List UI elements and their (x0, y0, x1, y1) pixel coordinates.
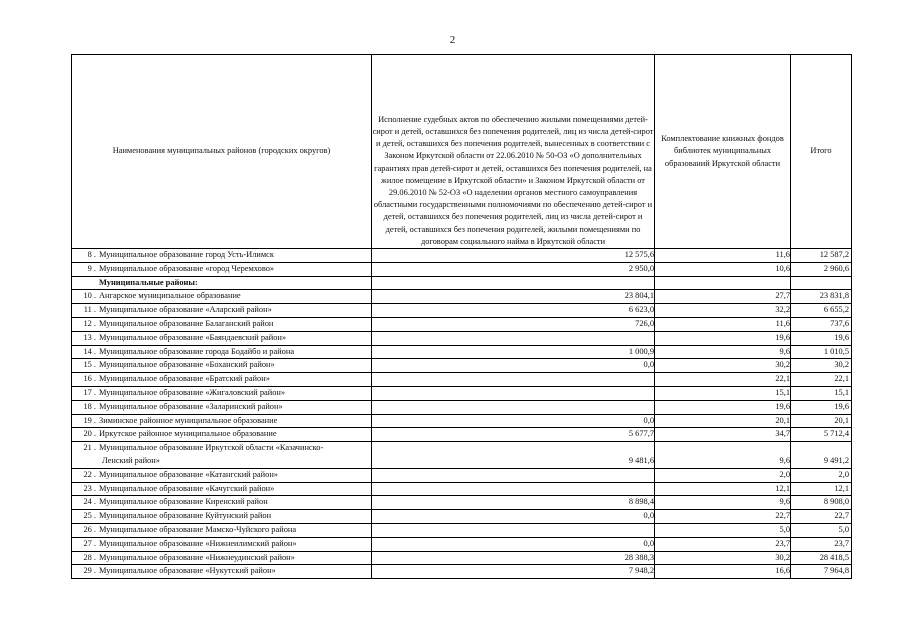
table-row (72, 331, 852, 345)
header-library-funds: Комплектование книжных фондов библиотек муниципальных образований Иркутской области (655, 55, 791, 249)
district-name-continued: Ленский район» (102, 455, 160, 465)
row-number: 24 . (83, 497, 96, 507)
court-acts-value: 0,0 (372, 359, 655, 373)
header-total: Итого (791, 55, 852, 249)
district-name: Муниципальные районы: (99, 277, 198, 287)
total-value: 2 960,6 (791, 262, 852, 276)
table-row (72, 510, 852, 524)
row-number: 13 . (83, 332, 96, 342)
district-name-cell (72, 373, 372, 387)
table-row (72, 551, 852, 565)
total-value: 22,1 (791, 373, 852, 387)
district-name-cell (72, 468, 372, 482)
court-acts-value: 7 948,2 (372, 565, 655, 579)
row-number: 10 . (83, 291, 96, 301)
district-name-cell (72, 276, 372, 290)
district-name-cell (72, 442, 372, 469)
row-number: 20 . (83, 429, 96, 439)
total-value: 9 491,2 (791, 442, 852, 469)
library-funds-value: 19,6 (655, 400, 791, 414)
court-acts-value (372, 276, 655, 290)
library-funds-value: 11,6 (655, 317, 791, 331)
court-acts-value: 0,0 (372, 537, 655, 551)
court-acts-value: 5 677,7 (372, 428, 655, 442)
library-funds-value: 9,6 (655, 345, 791, 359)
table-row (72, 496, 852, 510)
district-name: Муниципальное образование «Качугский район» (99, 483, 275, 493)
district-name-cell (72, 428, 372, 442)
total-value: 12,1 (791, 482, 852, 496)
table-row (72, 304, 852, 318)
court-acts-value: 1 000,9 (372, 345, 655, 359)
court-acts-value: 9 481,6 (372, 442, 655, 469)
row-number: 23 . (83, 483, 96, 493)
budget-table (71, 54, 852, 579)
district-name: Муниципальное образование «Жигаловский район» (99, 387, 286, 397)
total-value: 1 010,5 (791, 345, 852, 359)
total-value: 7 964,8 (791, 565, 852, 579)
court-acts-value (372, 523, 655, 537)
court-acts-value: 28 388,3 (372, 551, 655, 565)
row-number: 28 . (83, 552, 96, 562)
row-number: 19 . (83, 415, 96, 425)
district-name: Муниципальное образование «Катангский район» (99, 469, 278, 479)
district-name: Муниципальное образование «Нукутский район» (99, 566, 276, 576)
court-acts-value: 8 898,4 (372, 496, 655, 510)
total-value: 19,6 (791, 400, 852, 414)
district-name: Муниципальное образование Иркутской области «Казачинско- (99, 443, 324, 453)
total-value: 23,7 (791, 537, 852, 551)
total-value: 5,0 (791, 523, 852, 537)
library-funds-value: 12,1 (655, 482, 791, 496)
district-name-cell (72, 386, 372, 400)
total-value: 2,0 (791, 468, 852, 482)
district-name-cell (72, 304, 372, 318)
row-number: 18 . (83, 401, 96, 411)
table-row (72, 373, 852, 387)
court-acts-value: 12 575,6 (372, 249, 655, 263)
court-acts-value: 0,0 (372, 414, 655, 428)
total-value: 23 831,8 (791, 290, 852, 304)
header-court-acts: Исполнение судебных актов по обеспечению жилыми помещениями детей-сирот и детей, оставшихся без попечения родителей, лиц из числа детей-сирот и детей, оставшихся без попечения родителей, вынесенных в соответствии с Законом Иркутской области от 22.06.2010 № 50-ОЗ «О дополнительных гарантиях прав детей-сирот и детей, оставшихся без попечения родителей, на жилое помещение в Иркутской области» и Законом Иркутской области от 29.06.2010 № 52-ОЗ «О наделении органов местного самоуправления областными государственными полномочиями по обеспечению детей-сирот и детей, оставшихся без попечения родителей, лиц из числа детей-сирот и детей, оставшихся без попечения родителей, жилыми помещениями по договорам социального найма в Иркутской области (372, 55, 655, 249)
district-name: Муниципальное образование «Заларинский район» (99, 401, 283, 411)
table-row (72, 249, 852, 263)
court-acts-value: 6 623,0 (372, 304, 655, 318)
total-value (791, 276, 852, 290)
table-row (72, 442, 852, 469)
district-name-cell (72, 523, 372, 537)
court-acts-value: 726,0 (372, 317, 655, 331)
library-funds-value: 2,0 (655, 468, 791, 482)
district-name: Ангарское муниципальное образование (99, 291, 241, 301)
table-row (72, 345, 852, 359)
row-number: 8 . (87, 250, 96, 259)
total-value: 6 655,2 (791, 304, 852, 318)
district-name: Зиминское районное муниципальное образование (99, 415, 278, 425)
district-name: Муниципальное образование «Братский район» (99, 374, 270, 384)
table-header-row (72, 55, 852, 249)
row-number: 27 . (83, 538, 96, 548)
header-district-name: Наименования муниципальных районов (городских округов) (72, 55, 372, 249)
library-funds-value: 32,2 (655, 304, 791, 318)
court-acts-value (372, 331, 655, 345)
row-number: 16 . (83, 374, 96, 384)
library-funds-value: 9,6 (655, 496, 791, 510)
district-name: Муниципальное образование город Усть-Илимск (99, 250, 274, 259)
district-name: Муниципальное образование «Нижнеилимский район» (99, 538, 297, 548)
total-value: 8 908,0 (791, 496, 852, 510)
district-name: Муниципальное образование «Боханский район» (99, 360, 275, 370)
row-number: 11 . (83, 305, 96, 315)
row-number: 22 . (83, 469, 96, 479)
row-number: 25 . (83, 511, 96, 521)
district-name-cell (72, 290, 372, 304)
court-acts-value: 23 804,1 (372, 290, 655, 304)
district-name-cell (72, 537, 372, 551)
table-row (72, 400, 852, 414)
row-number: 12 . (83, 318, 96, 328)
district-name: Муниципальное образование «Баяндаевский район» (99, 332, 287, 342)
district-name-cell (72, 565, 372, 579)
district-name: Муниципальное образование города Бодайбо и района (99, 346, 295, 356)
district-name-cell (72, 414, 372, 428)
row-number: 29 . (83, 566, 96, 576)
library-funds-value: 22,1 (655, 373, 791, 387)
table-row (72, 537, 852, 551)
table-row (72, 468, 852, 482)
library-funds-value: 22,7 (655, 510, 791, 524)
district-name-cell (72, 331, 372, 345)
district-name-cell (72, 510, 372, 524)
row-number: 9 . (87, 263, 96, 273)
total-value: 28 418,5 (791, 551, 852, 565)
district-name: Иркутское районное муниципальное образование (99, 429, 277, 439)
district-name-cell (72, 400, 372, 414)
court-acts-value: 2 950,0 (372, 262, 655, 276)
court-acts-value (372, 373, 655, 387)
total-value: 12 587,2 (791, 249, 852, 263)
library-funds-value: 20,1 (655, 414, 791, 428)
table-row (72, 386, 852, 400)
court-acts-value (372, 400, 655, 414)
total-value: 737,6 (791, 317, 852, 331)
total-value: 19,6 (791, 331, 852, 345)
total-value: 30,2 (791, 359, 852, 373)
total-value: 22,7 (791, 510, 852, 524)
library-funds-value: 19,6 (655, 331, 791, 345)
district-name-cell (72, 262, 372, 276)
library-funds-value: 9,6 (655, 442, 791, 469)
library-funds-value: 15,1 (655, 386, 791, 400)
table-row (72, 414, 852, 428)
library-funds-value: 30,2 (655, 359, 791, 373)
district-name-cell (72, 359, 372, 373)
district-name: Муниципальное образование Балаганский район (99, 318, 274, 328)
court-acts-value (372, 468, 655, 482)
district-name-cell (72, 317, 372, 331)
district-name: Муниципальное образование «город Черемхово» (99, 263, 275, 273)
table-row (72, 290, 852, 304)
table-row (72, 482, 852, 496)
district-name: Муниципальное образование Куйтунский район (99, 511, 272, 521)
court-acts-value: 0,0 (372, 510, 655, 524)
row-number: 26 . (83, 524, 96, 534)
library-funds-value: 11,6 (655, 249, 791, 263)
total-value: 15,1 (791, 386, 852, 400)
court-acts-value (372, 386, 655, 400)
district-name-cell (72, 482, 372, 496)
total-value: 5 712,4 (791, 428, 852, 442)
total-value: 20,1 (791, 414, 852, 428)
page-number: 2 (449, 34, 456, 46)
district-name-cell (72, 551, 372, 565)
table-row (72, 565, 852, 579)
library-funds-value: 34,7 (655, 428, 791, 442)
row-number: 14 . (83, 346, 96, 356)
row-number: 15 . (83, 360, 96, 370)
library-funds-value: 30,2 (655, 551, 791, 565)
district-name: Муниципальное образование Мамско-Чуйского района (99, 524, 297, 534)
library-funds-value (655, 276, 791, 290)
district-name: Муниципальное образование «Аларский район» (99, 305, 272, 315)
library-funds-value: 16,6 (655, 565, 791, 579)
library-funds-value: 10,6 (655, 262, 791, 276)
table-row (72, 359, 852, 373)
row-number: 21 . (83, 443, 96, 453)
district-name-cell (72, 249, 372, 263)
district-name-cell (72, 496, 372, 510)
library-funds-value: 23,7 (655, 537, 791, 551)
district-name: Муниципальное образование Киренский район (99, 497, 268, 507)
district-name: Муниципальное образование «Нижнеудинский район» (99, 552, 295, 562)
row-number: 17 . (83, 387, 96, 397)
table-row (72, 523, 852, 537)
library-funds-value: 27,7 (655, 290, 791, 304)
table-row (72, 262, 852, 276)
library-funds-value: 5,0 (655, 523, 791, 537)
table-row (72, 428, 852, 442)
table-row (72, 276, 852, 290)
court-acts-value (372, 482, 655, 496)
district-name-cell (72, 345, 372, 359)
table-row (72, 317, 852, 331)
